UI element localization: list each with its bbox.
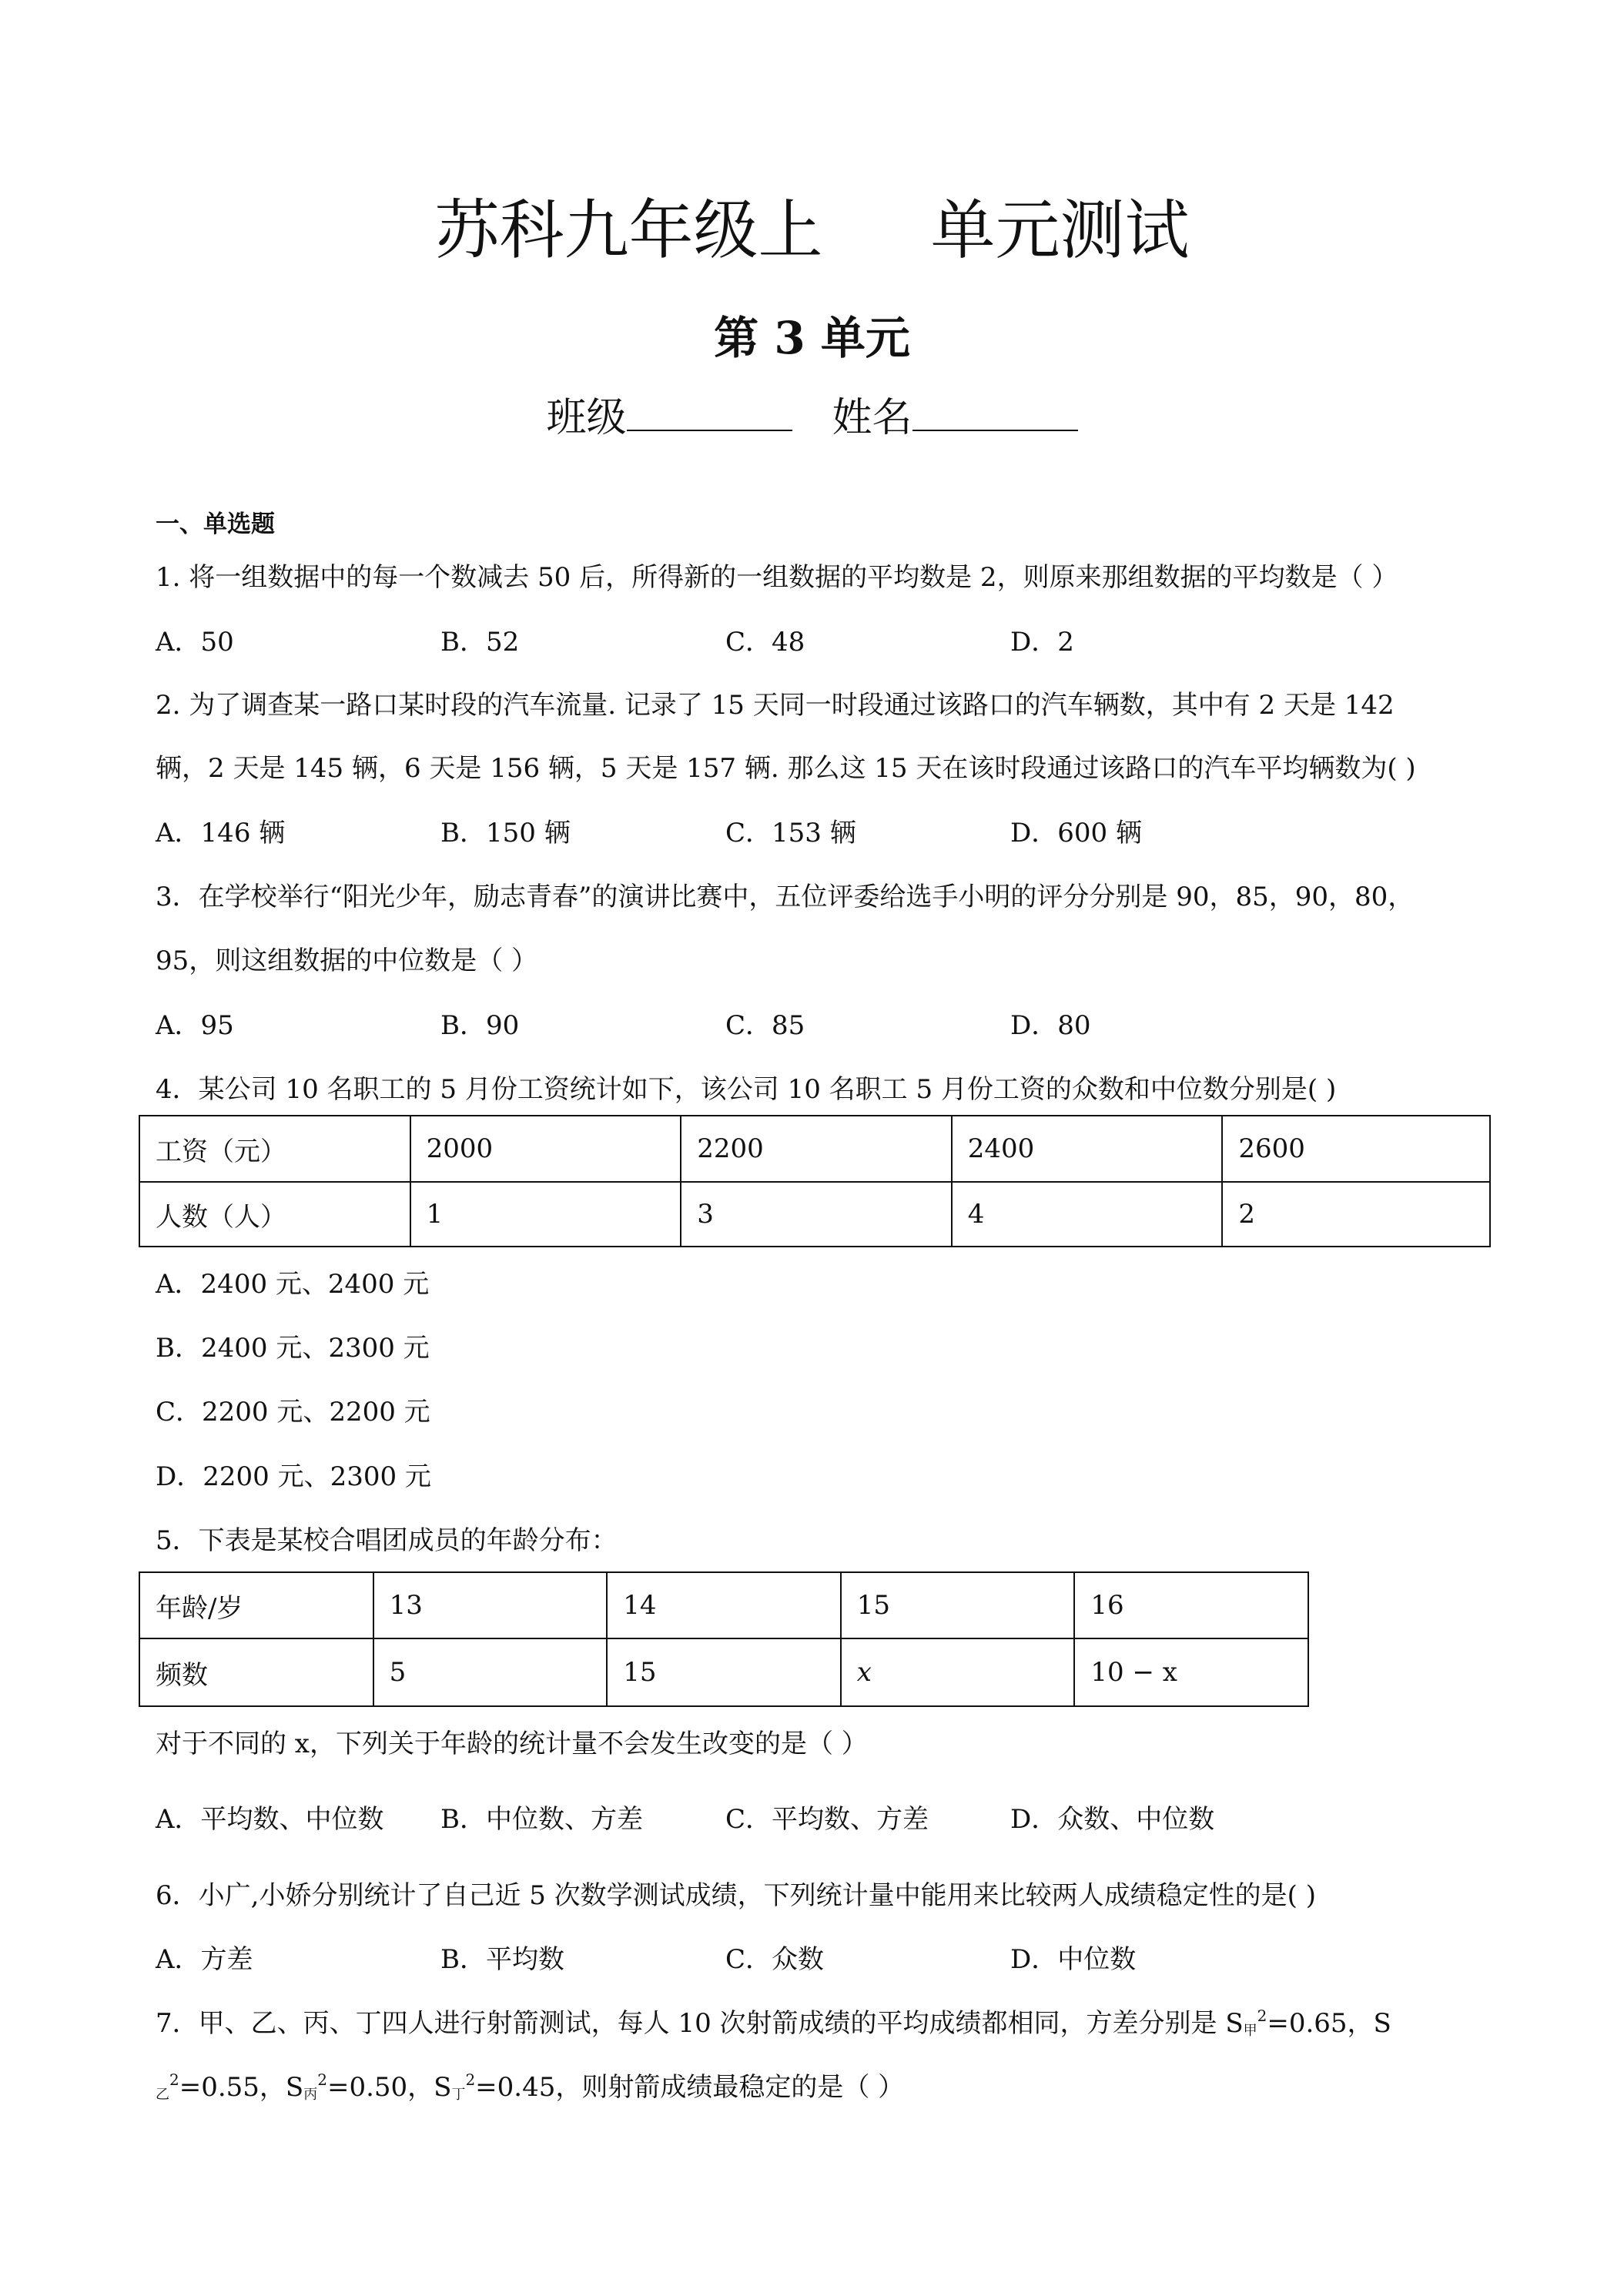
q6-option-a[interactable]: A．方差 [156,1944,253,1975]
question-5-prompt: 对于不同的 x，下列关于年龄的统计量不会发生改变的是（ ） [156,1729,868,1759]
q7-sub-yi: 乙 [156,2087,169,2103]
question-2-line-2: 辆，2 天是 145 辆，6 天是 156 辆，5 天是 157 辆. 那么这 15 天在该时段通过该路口的汽车平均辆数为( ) [156,753,1416,784]
table-cell: 频数 [139,1638,373,1706]
q5-option-b[interactable]: B．中位数、方差 [440,1804,643,1835]
table-cell: 13 [373,1572,608,1638]
table-cell: 2200 [681,1116,952,1182]
age-table [139,1571,1309,1707]
q1-option-b[interactable]: B．52 [440,627,520,658]
class-blank[interactable] [627,390,792,431]
q1-option-d[interactable]: D．2 [1010,627,1074,658]
question-2-line-1: 2. 为了调查某一路口某时段的汽车流量. 记录了 15 天同一时段通过该路口的汽车辆数，其中有 2 天是 142 [156,690,1395,721]
question-1: 1. 将一组数据中的每一个数减去 50 后，所得新的一组数据的平均数是 2，则原来那组数据的平均数是（ ） [156,562,1398,593]
table-cell: 1 [410,1182,681,1247]
question-3-line-1: 3．在学校举行“阳光少年，励志青春”的演讲比赛中，五位评委给选手小明的评分分别是 90，85，90，80， [156,882,1415,912]
table-cell: 16 [1074,1572,1308,1638]
q6-option-b[interactable]: B．平均数 [440,1944,564,1975]
document-title [0,179,1624,272]
q1-option-a[interactable]: A．50 [156,627,234,658]
question-7-line-2 [156,2066,904,2104]
q7-sub-jia: 甲 [1243,2023,1257,2039]
q2-option-b[interactable]: B．150 辆 [440,818,571,848]
question-6: 6．小广,小娇分别统计了自己近 5 次数学测试成绩，下列统计量中能用来比较两人成绩稳定性的是( ) [156,1880,1317,1911]
table-cell: 工资（元） [139,1116,410,1182]
q7-value-bing: =0.50，S [326,2072,452,2103]
class-label: 班级 [546,395,627,441]
question-5: 5．下表是某校合唱团成员的年龄分布： [156,1525,618,1556]
name-label: 姓名 [832,395,912,441]
table-row [139,1638,1308,1706]
q1-option-c[interactable]: C．48 [725,627,805,658]
q7-sub-bing: 丙 [303,2087,318,2103]
table-row [139,1116,1490,1182]
q7-sup-squared: 2 [169,2070,179,2089]
q3-option-d[interactable]: D．80 [1010,1010,1091,1041]
table-cell: 14 [607,1572,841,1638]
q2-option-a[interactable]: A．146 辆 [156,818,286,848]
q4-option-a[interactable]: A．2400 元、2400 元 [156,1269,430,1300]
table-cell: 4 [952,1182,1223,1247]
title-left: 苏科九年级上 [434,192,823,268]
q7-text-start: 7．甲、乙、丙、丁四人进行射箭测试，每人 10 次射箭成绩的平均成绩都相同，方差分别是 S [156,2008,1244,2039]
salary-table [139,1115,1491,1247]
unit-subtitle: 第 3 单元 [714,312,910,364]
table-row [139,1572,1308,1638]
table-cell: 2600 [1222,1116,1490,1182]
table-cell: x [841,1638,1075,1706]
title-right: 单元测试 [930,192,1190,268]
q7-sub-ding: 丁 [451,2087,466,2103]
question-3-line-2: 95，则这组数据的中位数是（ ） [156,946,538,976]
q2-option-c[interactable]: C．153 辆 [725,818,856,848]
table-cell: 3 [681,1182,952,1247]
table-row [139,1182,1490,1247]
q7-value-jia: =0.65，S [1267,2008,1391,2039]
q7-sup-squared: 2 [1257,2006,1267,2025]
question-7-line-1 [156,2002,1391,2040]
q4-option-b[interactable]: B．2400 元、2300 元 [156,1333,430,1364]
q6-option-c[interactable]: C．众数 [725,1944,825,1975]
table-cell: 5 [373,1638,608,1706]
table-cell: 2 [1222,1182,1490,1247]
name-blank[interactable] [912,390,1078,431]
table-cell: 年龄/岁 [139,1572,373,1638]
q2-option-d[interactable]: D．600 辆 [1010,818,1142,848]
table-cell: 2000 [410,1116,681,1182]
table-cell: 2400 [952,1116,1223,1182]
q3-option-a[interactable]: A．95 [156,1010,234,1041]
table-cell: 15 [607,1638,841,1706]
question-4: 4．某公司 10 名职工的 5 月份工资统计如下，该公司 10 名职工 5 月份工资的众数和中位数分别是( ) [156,1074,1337,1105]
table-cell: 15 [841,1572,1075,1638]
q7-value-ding: =0.45，则射箭成绩最稳定的是（ ） [475,2072,905,2103]
q5-option-d[interactable]: D．众数、中位数 [1010,1804,1215,1835]
q7-sup-squared: 2 [317,2070,327,2089]
q5-option-c[interactable]: C．平均数、方差 [725,1804,929,1835]
q5-option-a[interactable]: A．平均数、中位数 [156,1804,384,1835]
section-heading: 一、单选题 [156,510,275,538]
q3-option-b[interactable]: B．90 [440,1010,520,1041]
q6-option-d[interactable]: D．中位数 [1010,1944,1137,1975]
q7-sup-squared: 2 [465,2070,476,2089]
q7-value-yi: =0.55，S [179,2072,304,2103]
q4-option-c[interactable]: C．2200 元、2200 元 [156,1397,430,1427]
table-cell: 10 − x [1074,1638,1308,1706]
class-name-line [0,385,1624,443]
table-cell: 人数（人） [139,1182,410,1247]
q4-option-d[interactable]: D．2200 元、2300 元 [156,1461,431,1492]
q3-option-c[interactable]: C．85 [725,1010,805,1041]
